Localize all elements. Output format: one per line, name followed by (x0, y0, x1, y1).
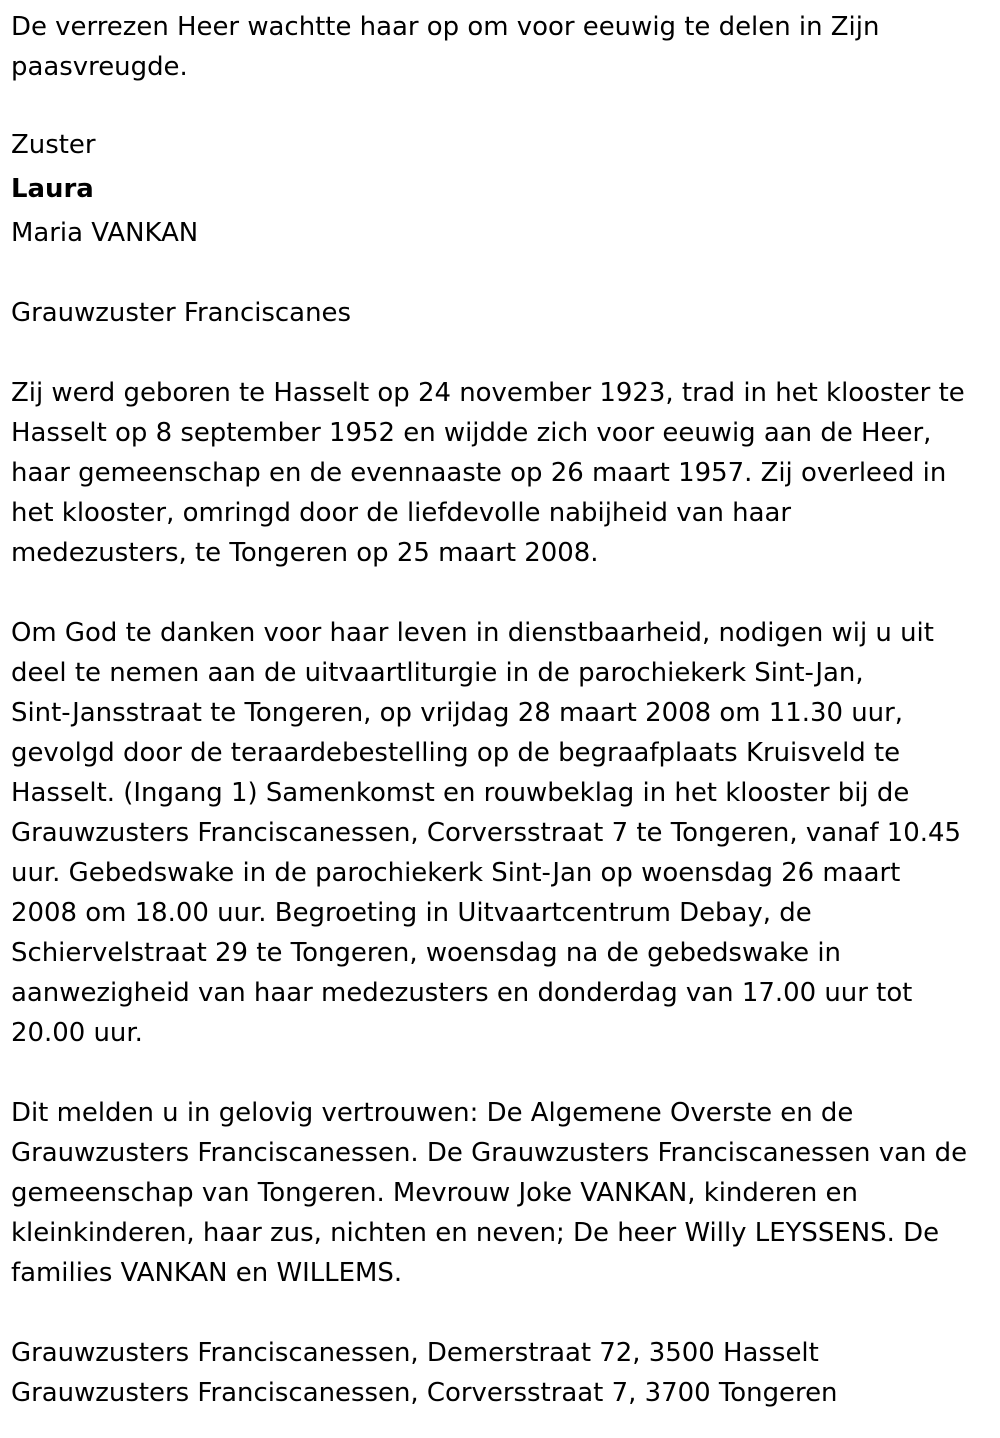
funeral-line: aanwezigheid van haar medezusters en donderdag van 17.00 uur tot (11, 978, 913, 1008)
announcement-line: Dit melden u in gelovig vertrouwen: De Algemene Overste en de (11, 1098, 854, 1128)
announcement-line: kleinkinderen, haar zus, nichten en neven; De heer Willy LEYSSENS. De (11, 1218, 940, 1248)
funeral-line: Om God te danken voor haar leven in dienstbaarheid, nodigen wij u uit (11, 618, 934, 648)
name-block (11, 125, 991, 253)
funeral-line: 20.00 uur. (11, 1018, 143, 1048)
announcement-line: families VANKAN en WILLEMS. (11, 1258, 403, 1288)
intro-line: De verrezen Heer wachtte haar op om voor eeuwig te delen in Zijn (11, 12, 880, 42)
full-name: Maria VANKAN (11, 218, 199, 248)
congregation: Grauwzuster Franciscanes (11, 298, 351, 328)
funeral-line: Schiervelstraat 29 te Tongeren, woensdag na de gebedswake in (11, 938, 841, 968)
funeral-line: Sint-Jansstraat te Tongeren, op vrijdag 28 maart 2008 om 11.30 uur, (11, 698, 904, 728)
biography-line: Zij werd geboren te Hasselt op 24 november 1923, trad in het klooster te (11, 378, 965, 408)
announcement-line: Grauwzusters Franciscanessen. De Grauwzusters Franciscanessen van de (11, 1138, 968, 1168)
biography-line: het klooster, omringd door de liefdevolle nabijheid van haar (11, 498, 792, 528)
address-line: Grauwzusters Franciscanessen, Corversstraat 7, 3700 Tongeren (11, 1378, 838, 1408)
funeral-line: gevolgd door de teraardebestelling op de begraafplaats Kruisveld te (11, 738, 901, 768)
announcement-paragraph (11, 1093, 991, 1293)
biography-line: haar gemeenschap en de evennaaste op 26 maart 1957. Zij overleed in (11, 458, 947, 488)
biography-line: medezusters, te Tongeren op 25 maart 2008. (11, 538, 599, 568)
funeral-line: Grauwzusters Franciscanessen, Corversstraat 7 te Tongeren, vanaf 10.45 (11, 818, 962, 848)
funeral-line: Hasselt. (Ingang 1) Samenkomst en rouwbeklag in het klooster bij de (11, 778, 910, 808)
intro-paragraph (11, 7, 991, 87)
addresses-block (11, 1333, 991, 1413)
biography-paragraph (11, 373, 991, 573)
obituary-page (11, 7, 991, 1413)
first-name: Laura (11, 174, 94, 204)
biography-line: Hasselt op 8 september 1952 en wijdde zich voor eeuwig aan de Heer, (11, 418, 932, 448)
title-prefix: Zuster (11, 130, 96, 160)
intro-line: paasvreugde. (11, 52, 188, 82)
funeral-paragraph (11, 613, 991, 1053)
funeral-line: deel te nemen aan de uitvaartliturgie in de parochiekerk Sint-Jan, (11, 658, 864, 688)
announcement-line: gemeenschap van Tongeren. Mevrouw Joke VANKAN, kinderen en (11, 1178, 858, 1208)
funeral-line: 2008 om 18.00 uur. Begroeting in Uitvaartcentrum Debay, de (11, 898, 812, 928)
congregation-block (11, 293, 991, 333)
funeral-line: uur. Gebedswake in de parochiekerk Sint-Jan op woensdag 26 maart (11, 858, 901, 888)
address-line: Grauwzusters Franciscanessen, Demerstraat 72, 3500 Hasselt (11, 1338, 819, 1368)
